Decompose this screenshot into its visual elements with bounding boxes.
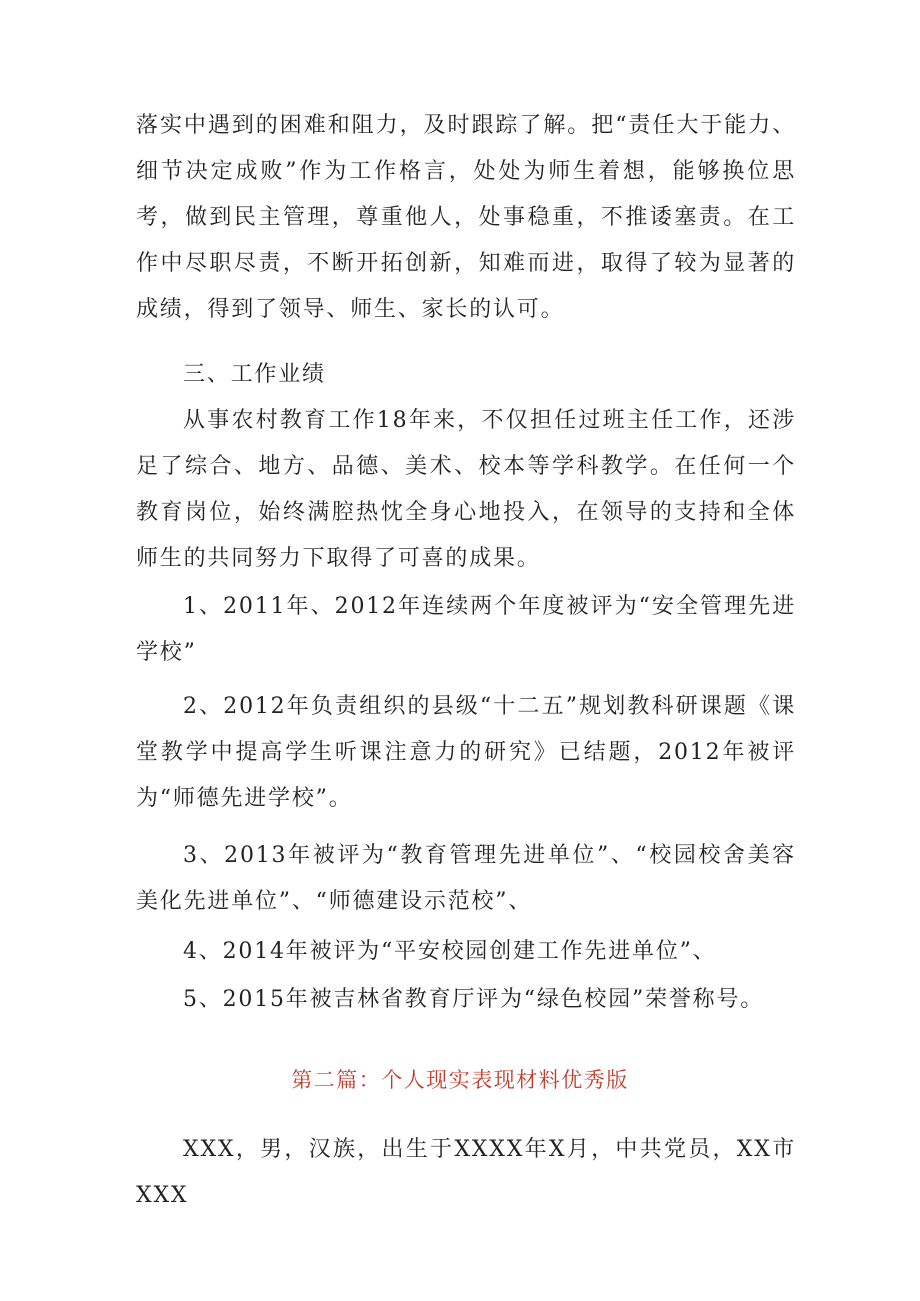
paragraph-personal-info [136, 1127, 796, 1219]
achievement-item-3 [136, 833, 796, 925]
paragraph-teaching-experience [136, 398, 796, 582]
heading-text: 三、工作业绩 [183, 362, 326, 387]
list-item: 1、2011年、2012年连续两个年度被评为“安全管理先进学校” [136, 594, 796, 665]
achievement-item-5 [136, 977, 796, 1023]
paragraph-text: 落实中遇到的困难和阻力，及时跟踪了解。把“责任大于能力、细节决定成败”作为工作格言，处处为师生着想，能够换位思考，做到民主管理，尊重他人，处事稳重，不推诿塞责。在工作中尽职尽责，不断开拓创新，知难而进，取得了较为显著的成绩，得到了领导、师生、家长的认可。 [136, 113, 796, 322]
list-item: 4、2014年被评为“平安校园创建工作先进单位”、 [183, 939, 717, 964]
list-item: 5、2015年被吉林省教育厅评为“绿色校园”荣誉称号。 [183, 987, 765, 1012]
achievement-item-4 [136, 929, 796, 975]
achievement-item-1 [136, 584, 796, 676]
paragraph-text: XXX，男，汉族，出生于XXXX年X月，中共党员，XX市XXX [136, 1137, 796, 1208]
list-item: 2、2012年负责组织的县级“十二五”规划教科研课题《课堂教学中提高学生听课注意力的研究》已结题，2012年被评为“师德先进学校”。 [136, 694, 796, 811]
achievement-item-2 [136, 684, 796, 822]
list-item: 3、2013年被评为“教育管理先进单位”、“校园校舍美容美化先进单位”、“师德建设示范校”、 [136, 843, 796, 914]
heading-work-achievements [136, 352, 796, 398]
paragraph-text: 从事农村教育工作18年来，不仅担任过班主任工作，还涉足了综合、地方、品德、美术、校本等学科教学。在任何一个教育岗位，始终满腔热忱全身心地投入，在领导的支持和全体师生的共同努力下取得了可喜的成果。 [136, 408, 796, 571]
section-title: 第二篇：个人现实表现材料优秀版 [291, 1068, 629, 1092]
paragraph-responsibility [136, 103, 796, 333]
